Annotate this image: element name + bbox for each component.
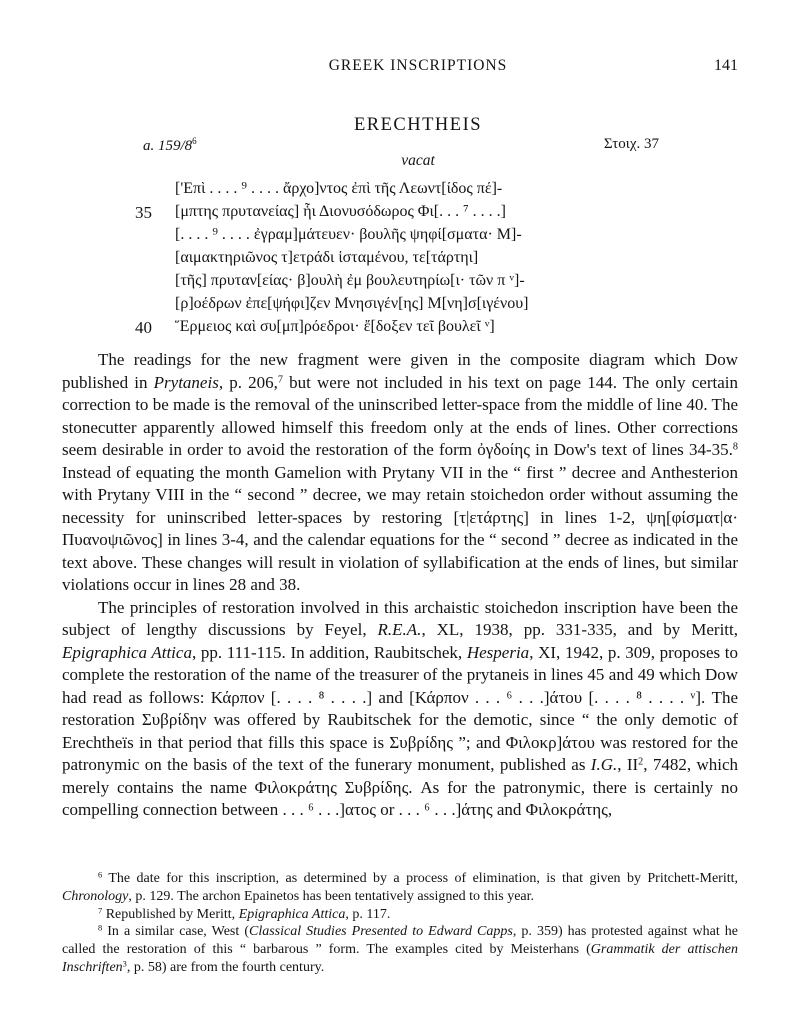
inscription-line <box>98 318 738 341</box>
line-text: [μπτης πρυτανείας] ἧι Διονυσόδωρος Φι[. . . ⁷ . . . .] <box>175 203 507 220</box>
text-run: , XI, 1942, p. 309, proposes to complete the restoration of the name of the treasurer of the prytaneis in lines 45 and 49 which Dow had read as follows: Κάρπον [. . . . ⁸ . . . .] and [Κάρπον . . . ⁶ . . .]άτου [. . . . ⁸ . . . . ᵛ]. The restoration Συβρίδην was offered by Raubitschek for the demotic, since “ the only demotic of Erechtheïs in that period that fills this space is Συβρίδης ”; and Φιλοκρ]άτου was restored for the patronymic on the basis of the text of the funerary monument, published as <box>62 642 738 774</box>
running-head-title: GREEK INSCRIPTIONS <box>328 57 508 74</box>
text-run: The date for this inscription, as determined by a process of elimination, is that given by Pritchett-Meritt, <box>102 871 738 886</box>
text-run: , p. 117. <box>345 906 391 922</box>
footnote-ref: 6 <box>98 870 103 880</box>
line-text: ['Επὶ . . . . ⁹ . . . . ἄρχο]ντος ἐπὶ τῆς Λεωντ[ίδος πέ]- <box>175 180 503 197</box>
italic-text: Grammatik der attischen Inschriften <box>62 942 738 975</box>
footnote-ref: 3 <box>122 959 127 969</box>
italic-text: Epigraphica Attica <box>62 642 192 662</box>
text-run: , p. 58) are from the fourth century. <box>126 959 325 975</box>
italic-text: Chronology <box>62 888 129 904</box>
inscription-line <box>98 226 738 249</box>
footnote-ref: 8 <box>732 441 738 453</box>
line-text: [ρ]οέδρων ἐπε[ψήφι]ζεν Μνησιγέν[ης] Μ[νη]σ[ιγένου] <box>175 295 529 312</box>
text-run: In a similar case, West ( <box>102 924 249 940</box>
footnote-ref: 8 <box>98 923 103 933</box>
text-run: Republished by Meritt, <box>102 906 239 922</box>
footnote-ref: 7 <box>98 905 103 915</box>
inscription-line <box>98 272 738 295</box>
text-run: , p. 359) has protested against what he called the restoration of this “ barbarous ” form. The examples cited by Meisterhans ( <box>62 924 739 958</box>
commentary-body <box>62 349 738 822</box>
italic-text: Classical Studies Presented to Edward Capps <box>248 924 513 940</box>
footnote-marker: 6 <box>192 136 197 146</box>
footnote <box>62 906 738 924</box>
footnote <box>62 923 738 976</box>
line-number: 40 <box>135 318 152 337</box>
footnote-ref: 2 <box>638 756 644 768</box>
italic-text: I.G. <box>590 755 618 774</box>
text-run: , p. 206, <box>218 372 278 392</box>
footnotes <box>62 870 738 977</box>
text-run: The readings for the new fragment were given in the composite diagram which Dow published in <box>62 350 738 392</box>
italic-text: Prytaneis <box>153 372 219 392</box>
running-head <box>98 57 738 79</box>
line-text: Ἕρμειος καὶ συ[μπ]ρόεδροι· ἔ[δοξεν τεῖ βουλεῖ ᵛ] <box>175 318 495 335</box>
stoichedon-count: Στοιχ. 37 <box>603 136 659 152</box>
line-text: [τῆς] πρυταν[είας· β]ουλὴ ἐμ βουλευτηρίω[ι· τῶν π ᵛ]- <box>175 272 525 289</box>
body-paragraph <box>62 349 738 597</box>
text-run: but were not included in his text on page 144. The only certain correction to be made is the removal of the uninscribed letter-space from the middle of line 40. The stonecutter apparently allowed himself this freedom only at the ends of lines. Other corrections seem desirable in order to avoid the restoration of the form ὀγδοίης in Dow's text of lines 34-35. <box>62 372 738 459</box>
body-paragraph <box>62 597 738 822</box>
inscription-title: ERECHTHEIS <box>353 115 483 135</box>
footnote-ref: 7 <box>277 373 283 385</box>
text-run: , XL, 1938, pp. 331-335, and by Meritt, <box>421 620 739 639</box>
vacat-label: vacat <box>401 152 435 169</box>
page-number: 141 <box>714 57 738 74</box>
inscription-text <box>98 180 738 341</box>
text-run: , p. 129. The archon Epainetos has been tentatively assigned to this year. <box>128 888 535 904</box>
inscription-line <box>98 180 738 203</box>
line-number: 35 <box>135 203 152 222</box>
text-run: , pp. 111-115. In addition, Raubitschek, <box>191 642 467 662</box>
text-run: , II <box>617 755 639 774</box>
date-text: a. 159/8 <box>143 138 193 154</box>
inscription-line <box>98 203 738 226</box>
italic-text: Hesperia <box>466 642 530 662</box>
line-text: [αιμακτηριῶνος τ]ετράδι ἱσταμένου, τε[τάρτηι] <box>175 249 479 266</box>
text-run: , 7482, which merely contains the name Φιλοκράτης Συβρίδης. As for the patronymic, there is certainly no compelling connection between . . . ⁶ . . .]ατος or . . . ⁶ . . .]άτης and Φιλοκράτης, <box>62 755 738 819</box>
text-run: Instead of equating the month Gamelion with Prytany VII in the “ first ” decree and Anthesterion with Prytany VIII in the “ second ” decree, we may retain stoichedon order without assuming the necessity for uninscribed letter-spaces by restoring [τ|ετάρτης] in lines 1-2, ψη[φίσματ|α· Πυανοψιῶνος] in lines 3-4, and the calendar equations for the “ second ” decree as indicated in the text above. These changes will result in violation of syllabification at the ends of lines, but similar violations occur in lines 28 and 38. <box>62 462 738 594</box>
line-text: [. . . . ⁹ . . . . ἐγραμ]μάτευεν· βουλῆς ψηφί[σματα· Μ]- <box>175 226 522 243</box>
italic-text: Epigraphica Attica <box>238 906 346 922</box>
text-run: The principles of restoration involved in this archaistic stoichedon inscription have been the subject of lengthy discussions by Feyel, <box>62 597 738 639</box>
inscription-line <box>98 295 738 318</box>
italic-text: R.E.A. <box>377 620 422 639</box>
footnote <box>62 870 738 906</box>
inscription-line <box>98 249 738 272</box>
